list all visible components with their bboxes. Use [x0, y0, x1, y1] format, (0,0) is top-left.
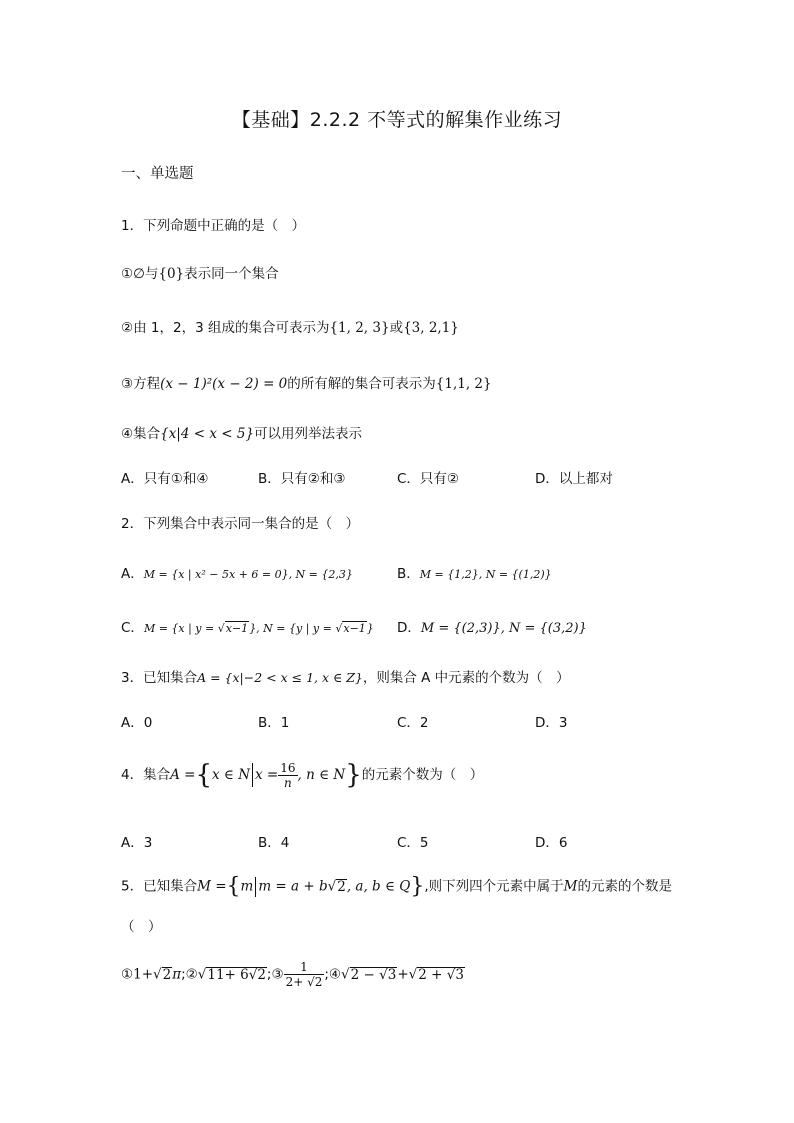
left-brace: {: [226, 874, 241, 899]
option-a[interactable]: [121, 562, 353, 582]
math-part: M = {x | y =: [143, 622, 218, 635]
option-label: A．: [121, 566, 144, 582]
element-label: ①: [121, 966, 134, 983]
sqrt-radicand: 2 − √3: [350, 966, 397, 983]
option-c[interactable]: [121, 616, 374, 636]
stem-text: 5．已知集合: [121, 878, 198, 895]
statement-text: 表示同一个集合: [184, 266, 279, 282]
statement-text: 或: [389, 320, 404, 336]
math-set: {1,1, 2}: [435, 376, 492, 392]
element-label: ;②: [181, 966, 198, 983]
option-b[interactable]: [397, 562, 552, 582]
left-brace: {: [195, 760, 212, 790]
math-part: x ∈ N: [212, 767, 251, 783]
sqrt-radicand: 2: [162, 966, 172, 983]
stem-text: 3．已知集合: [121, 670, 198, 686]
question-1-stem: 1．下列命题中正确的是（ ）: [121, 218, 306, 234]
math-set: {x|4 < x < 5}: [160, 426, 255, 442]
question-5-elements: ①1+√2π;②√11+ 6√2;③ $\frac{1}{2+ √2}$ ;④√2 − √3+√2 + √3: [121, 960, 464, 989]
statement-text: ②由 1，2，3 组成的集合可表示为: [121, 320, 330, 336]
question-4-stem: [121, 760, 483, 790]
option-c[interactable]: C．2: [397, 715, 429, 731]
set-bar: [255, 877, 256, 897]
math-set: A = {x|−2 < x ≤ 1, x ∈ Z}: [197, 670, 363, 685]
math-part: +: [397, 966, 409, 983]
option-d[interactable]: D．3: [535, 715, 568, 731]
empty-set-symbol: ∅: [133, 266, 145, 282]
math-part: 1+: [133, 966, 154, 983]
sqrt-radicand: 2: [337, 878, 346, 895]
element-label: ;③: [266, 966, 284, 983]
statement-text: 可以用列举法表示: [254, 426, 363, 442]
statement-text: ③方程: [121, 376, 161, 392]
section-heading: 一、单选题: [121, 166, 194, 182]
option-a[interactable]: A．只有①和④: [121, 471, 209, 487]
math-part: , n ∈ N: [297, 767, 346, 783]
option-label: D．: [397, 620, 421, 636]
math-part: M: [563, 878, 578, 895]
fraction: [284, 960, 325, 989]
question-5-stem: 5．已知集合M ={m m = a + b√2, a, b ∈ Q},则下列四个元素中属于M的元素的个数是: [121, 874, 672, 899]
fraction-numerator: 16: [280, 760, 296, 775]
question-1-statement-3: [121, 372, 492, 392]
fraction-denominator: 2+ √2: [285, 975, 323, 989]
stem-text: 的元素的个数是: [577, 878, 672, 895]
option-c[interactable]: C．5: [397, 835, 429, 851]
math-part: }: [366, 622, 374, 635]
sqrt-radicand: 11+ 6√2: [207, 966, 266, 983]
option-b[interactable]: B．1: [258, 715, 290, 731]
question-3-stem: [121, 666, 570, 686]
fraction-numerator: 1: [284, 960, 325, 975]
option-label: C．: [121, 620, 144, 636]
math-part: , a, b ∈ Q: [346, 878, 411, 895]
option-b[interactable]: B．只有②和③: [258, 471, 346, 487]
statement-text: 与: [144, 266, 159, 282]
math-part: x =: [255, 767, 279, 783]
statement-number: ①: [121, 266, 134, 282]
math-set: {3, 2,1}: [403, 320, 459, 336]
math-expression: M = {(2,3)}, N = {(3,2)}: [420, 621, 587, 636]
sqrt-radicand: x−1: [225, 622, 249, 635]
option-c[interactable]: C．只有②: [397, 471, 460, 487]
question-1-statement-1: [121, 262, 279, 282]
question-1-statement-2: [121, 316, 459, 336]
stem-text: 4．集合: [121, 767, 171, 783]
right-brace: }: [410, 874, 425, 899]
stem-text: ，则集合 A 中元素的个数为（ ）: [362, 670, 570, 686]
question-2-stem: 2．下列集合中表示同一集合的是（ ）: [121, 516, 360, 532]
stem-text: ,则下列四个元素中属于: [424, 878, 564, 895]
option-a[interactable]: A．0: [121, 715, 153, 731]
statement-text: ④集合: [121, 426, 161, 442]
math-part: M =: [197, 878, 227, 895]
math-part: }, N = {y | y =: [249, 622, 336, 635]
math-part: A =: [170, 767, 196, 783]
option-d[interactable]: D．6: [535, 835, 568, 851]
math-part: m = a + b: [258, 878, 328, 895]
fraction: [278, 761, 297, 790]
option-b[interactable]: B．4: [258, 835, 290, 851]
math-expression: M = {1,2}, N = {(1,2)}: [419, 568, 552, 581]
math-expression: M = {x | x² − 5x + 6 = 0}, N = {2,3}: [143, 568, 353, 581]
fraction-denominator: n: [284, 775, 292, 790]
question-1-statement-4: [121, 422, 362, 442]
math-part: π: [172, 966, 182, 983]
option-d[interactable]: D．以上都对: [535, 471, 613, 487]
option-label: B．: [397, 566, 420, 582]
page-title: 【基础】2.2.2 不等式的解集作业练习: [231, 109, 563, 131]
sqrt-radicand: 2 + √3: [418, 966, 464, 983]
math-expression: M = {x | y = √x−1}, N = {y | y = √x−1}: [143, 622, 374, 635]
stem-text: 的元素个数为（ ）: [361, 767, 484, 783]
option-d[interactable]: [397, 616, 587, 636]
math-set: {1, 2, 3}: [329, 320, 390, 336]
element-label: ;④: [324, 966, 342, 983]
option-a[interactable]: A．3: [121, 835, 153, 851]
math-set: {0}: [158, 266, 185, 282]
set-bar: [252, 763, 253, 787]
right-brace: }: [345, 760, 362, 790]
sqrt-radicand: x−1: [343, 622, 366, 635]
statement-text: 的所有解的集合可表示为: [287, 376, 436, 392]
question-5-paren: （ ）: [121, 919, 162, 935]
math-part: m: [240, 878, 254, 895]
math-equation: (x − 1)²(x − 2) = 0: [160, 376, 288, 392]
